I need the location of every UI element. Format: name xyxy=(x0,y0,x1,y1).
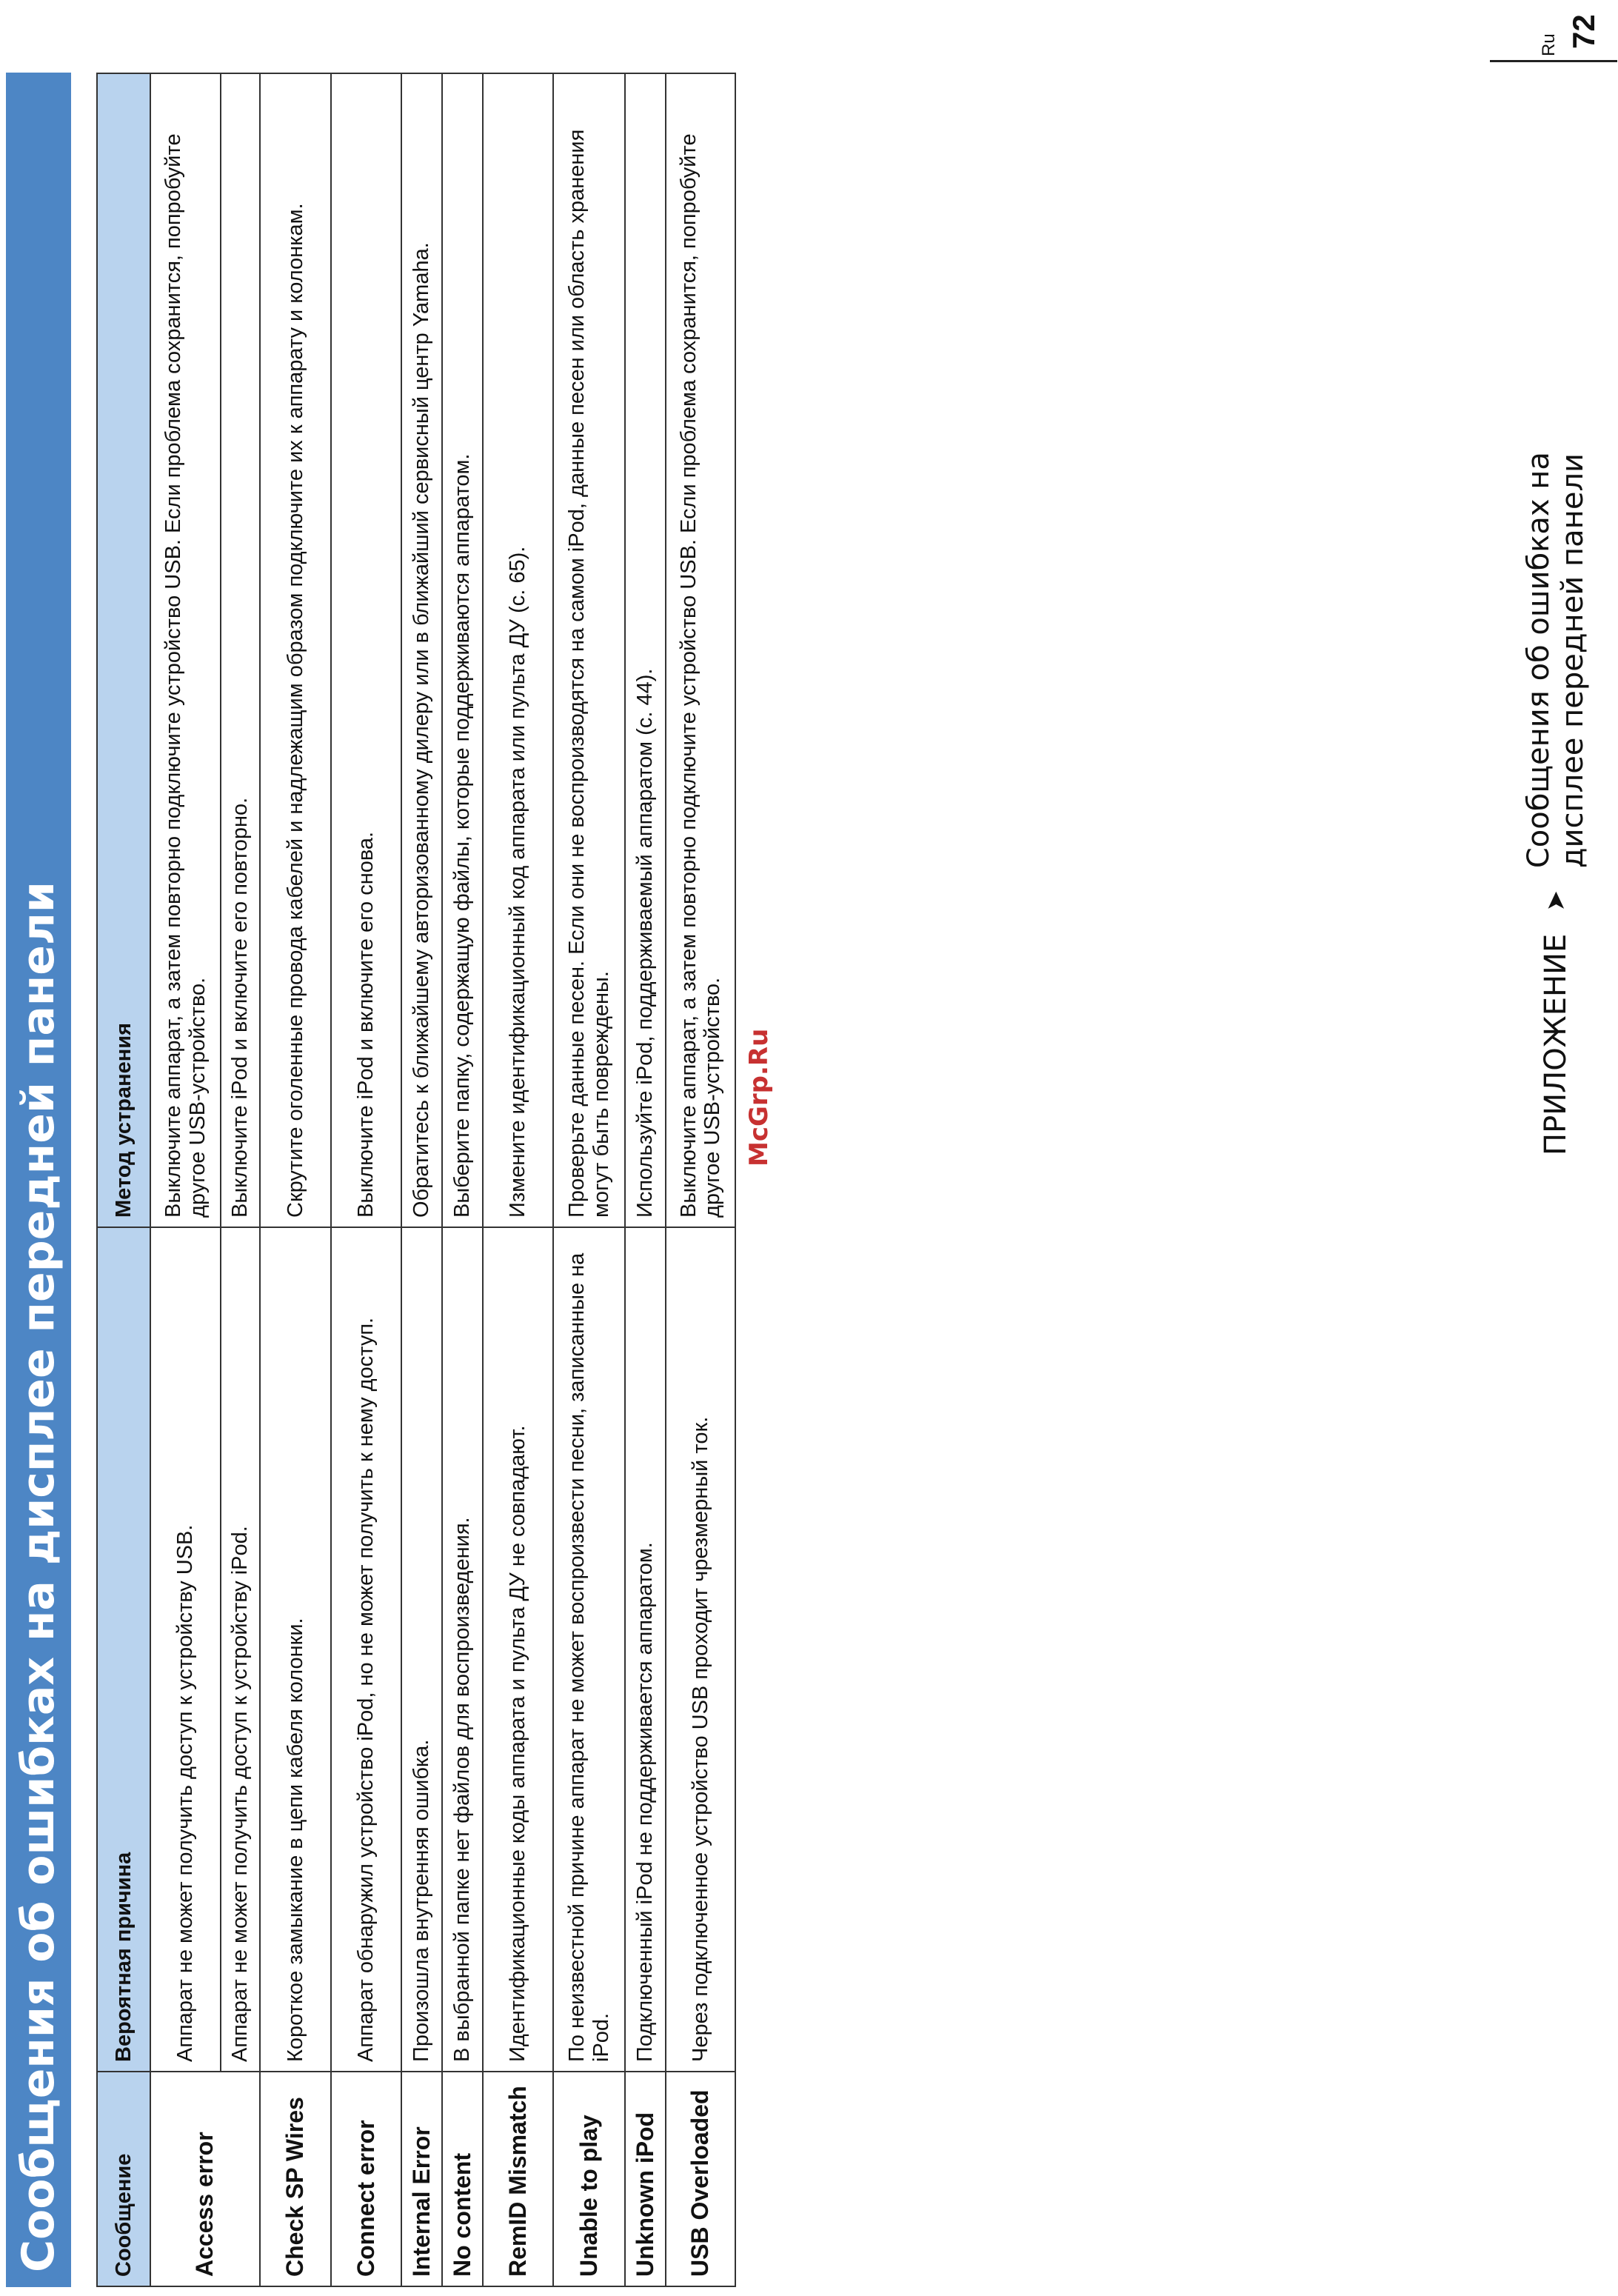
table-row xyxy=(625,73,666,2286)
footer-breadcrumb xyxy=(1522,415,1590,1155)
page-title: Сообщения об ошибках на дисплее передней панели xyxy=(6,73,71,2287)
language-code: Ru xyxy=(1539,33,1559,56)
header-message: Сообщение xyxy=(97,2072,150,2286)
cause-cell: Аппарат не может получить доступ к устройству iPod. xyxy=(221,1227,260,2072)
message-cell: RemID Mismatch xyxy=(483,2072,553,2286)
table-row xyxy=(442,73,483,2286)
table-header-row xyxy=(97,73,150,2286)
table-row xyxy=(483,73,553,2286)
cause-cell: По неизвестной причине аппарат не может воспроизвести песни, записанные на iPod. xyxy=(553,1227,625,2072)
message-cell: Unable to play xyxy=(553,2072,625,2286)
footer-divider xyxy=(1490,60,1617,62)
cause-cell: Аппарат обнаружил устройство iPod, но не может получить к нему доступ. xyxy=(331,1227,401,2072)
solution-cell: Проверьте данные песен. Если они не воспроизводятся на самом iPod, данные песен или область хранения могут быть повреждены. xyxy=(553,73,625,1227)
cause-cell: Произошла внутренняя ошибка. xyxy=(401,1227,442,2072)
solution-cell: Выключите iPod и включите его снова. xyxy=(331,73,401,1227)
message-cell: Connect error xyxy=(331,2072,401,2286)
page-number: 72 xyxy=(1566,14,1601,49)
cause-cell: Короткое замыкание в цепи кабеля колонки. xyxy=(260,1227,331,2072)
solution-cell: Выключите аппарат, а затем повторно подключите устройство USB. Если проблема сохранится, попробуйте другое USB-устройство. xyxy=(666,73,735,1227)
cause-cell: В выбранной папке нет файлов для воспроизведения. xyxy=(442,1227,483,2072)
arrow-right-icon: ➤ xyxy=(1541,890,1571,912)
table-row xyxy=(150,73,221,2286)
cause-cell: Идентификационные коды аппарата и пульта ДУ не совпадают. xyxy=(483,1227,553,2072)
solution-cell: Выберите папку, содержащую файлы, которые поддерживаются аппаратом. xyxy=(442,73,483,1227)
table-row xyxy=(260,73,331,2286)
cause-cell: Подключенный iPod не поддерживается аппаратом. xyxy=(625,1227,666,2072)
solution-cell: Выключите iPod и включите его повторно. xyxy=(221,73,260,1227)
solution-cell: Скрутите оголенные провода кабелей и надлежащим образом подключите их к аппарату и колонкам. xyxy=(260,73,331,1227)
cause-cell: Аппарат не может получить доступ к устройству USB. xyxy=(150,1227,221,2072)
table-row xyxy=(331,73,401,2286)
table-row xyxy=(401,73,442,2286)
message-cell: Internal Error xyxy=(401,2072,442,2286)
message-cell: Unknown iPod xyxy=(625,2072,666,2286)
message-cell: No content xyxy=(442,2072,483,2286)
header-cause: Вероятная причина xyxy=(97,1227,150,2072)
table-row xyxy=(221,73,260,2286)
table-row xyxy=(553,73,625,2286)
message-cell: USB Overloaded xyxy=(666,2072,735,2286)
solution-cell: Используйте iPod, поддерживаемый аппаратом (с. 44). xyxy=(625,73,666,1227)
header-solution: Метод устранения xyxy=(97,73,150,1227)
message-cell: Access error xyxy=(150,2072,260,2286)
error-messages-table xyxy=(96,73,736,2287)
solution-cell: Выключите аппарат, а затем повторно подключите устройство USB. Если проблема сохранится, попробуйте другое USB-устройство. xyxy=(150,73,221,1227)
watermark: McGrp.Ru xyxy=(744,1028,774,1167)
solution-cell: Обратитесь к ближайшему авторизованному дилеру или в ближайший сервисный центр Yamaha. xyxy=(401,73,442,1227)
solution-cell: Измените идентификационный код аппарата или пульта ДУ (с. 65). xyxy=(483,73,553,1227)
message-cell: Check SP Wires xyxy=(260,2072,331,2286)
footer-section-link[interactable]: ПРИЛОЖЕНИЕ xyxy=(1539,933,1573,1155)
footer-page-topic: Сообщения об ошибках на дисплее передней панели xyxy=(1522,452,1590,869)
table-row xyxy=(666,73,735,2286)
cause-cell: Через подключенное устройство USB проходит чрезмерный ток. xyxy=(666,1227,735,2072)
